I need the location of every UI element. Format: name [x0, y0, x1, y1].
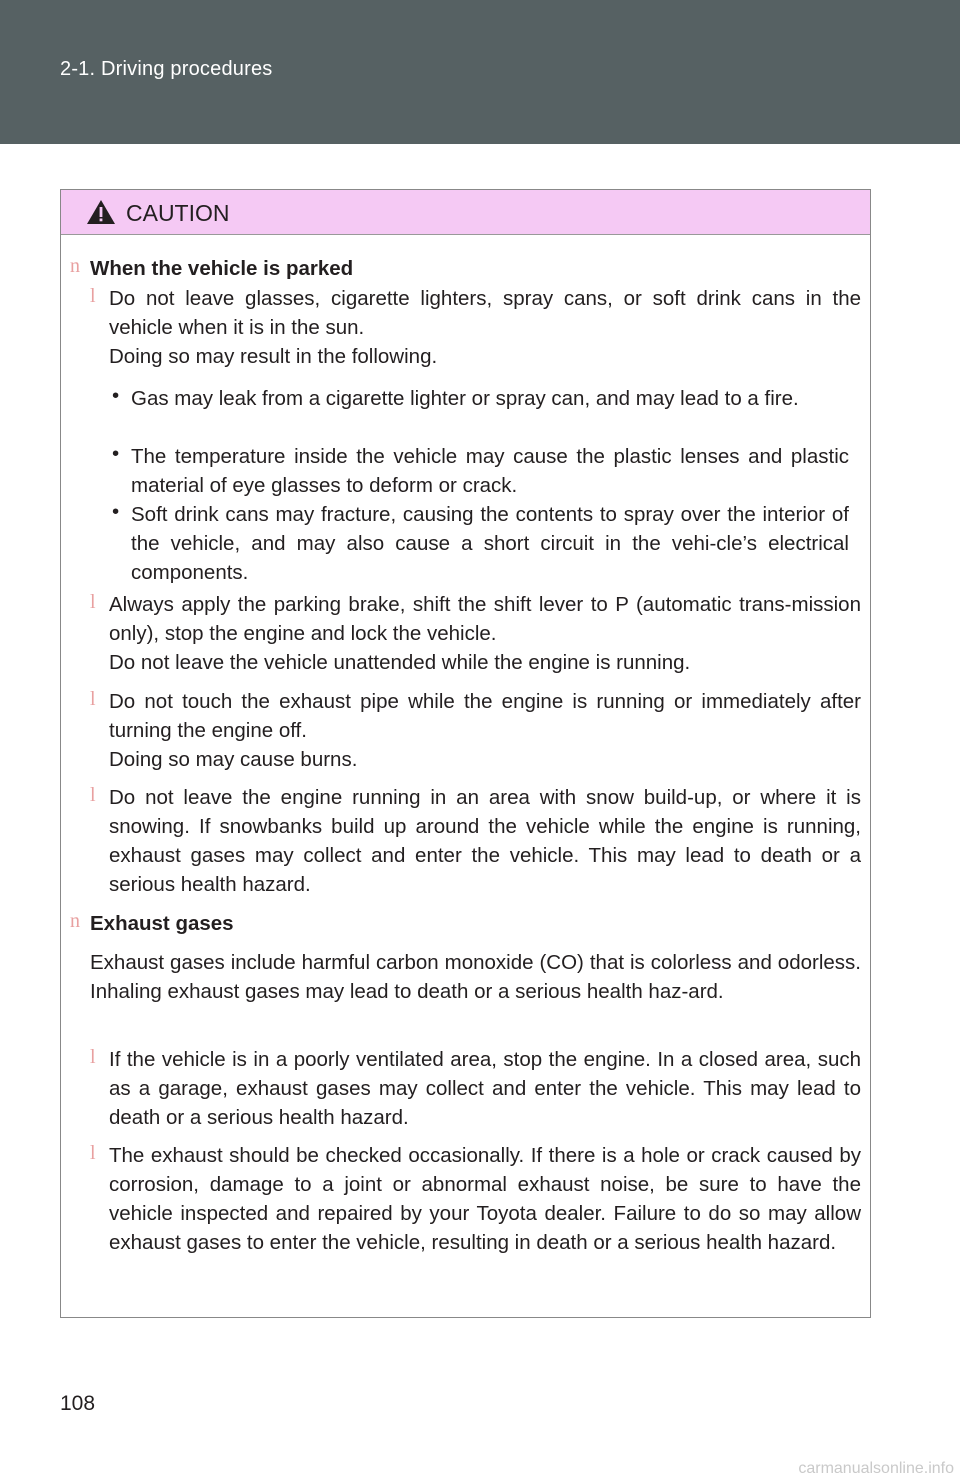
section-title: 2-1. Driving procedures [60, 58, 273, 80]
header-bar [0, 0, 960, 144]
item-marker: l [90, 1142, 96, 1164]
exhaust-intro: Exhaust gases include harmful carbon monoxide (CO) that is colorless and odorless. Inhaling exhaust gases may lead to death or a serious health haz-ard. [90, 951, 861, 1003]
parked-item-2-text: Always apply the parking brake, shift the shift lever to P (automatic trans-mission only), stop the engine and lock the vehicle. [109, 593, 861, 645]
exhaust-item-1-text: If the vehicle is in a poorly ventilated area, stop the engine. In a closed area, such as a garage, exhaust gases may collect and enter the vehicle. This may lead to death or a serious health hazard. [109, 1048, 861, 1129]
parked-item-3-text: Do not touch the exhaust pipe while the engine is running or immediately after turning the engine off. [109, 690, 861, 742]
parked-bullet-2: The temperature inside the vehicle may cause the plastic lenses and plastic material of eye glasses to deform or crack. [131, 445, 849, 497]
caution-label: CAUTION [126, 200, 230, 226]
bullet-marker: • [112, 442, 120, 465]
item-marker: l [90, 1046, 96, 1068]
item-marker: l [90, 285, 96, 307]
caution-box [60, 189, 871, 1318]
parked-item-2-note: Do not leave the vehicle unattended while the engine is running. [109, 651, 691, 674]
item-marker: l [90, 591, 96, 613]
bullet-marker: • [112, 384, 120, 407]
section-heading-parked: When the vehicle is parked [90, 257, 354, 280]
parked-item-1-note: Doing so may result in the following. [109, 345, 438, 368]
section-heading-exhaust: Exhaust gases [90, 912, 234, 935]
item-marker: l [90, 784, 96, 806]
item-marker: l [90, 688, 96, 710]
warning-triangle-icon [86, 199, 116, 225]
page-number: 108 [60, 1392, 96, 1415]
parked-item-1-text: Do not leave glasses, cigarette lighters, spray cans, or soft drink cans in the vehicle when it is in the sun. [109, 287, 861, 339]
section-marker: n [70, 910, 80, 932]
parked-item-4-text: Do not leave the engine running in an area with snow build-up, or where it is snowing. If snowbanks build up around the vehicle while the engine is running, exhaust gases may collect and enter the vehicle. This may lead to death or a serious health hazard. [109, 786, 861, 896]
parked-item-3-note: Doing so may cause burns. [109, 748, 358, 771]
caution-header [61, 190, 870, 235]
section-marker: n [70, 255, 80, 277]
bullet-marker: • [112, 500, 120, 523]
parked-bullet-3: Soft drink cans may fracture, causing the contents to spray over the interior of the vehicle, and may also cause a short circuit in the vehi-cle’s electrical components. [131, 503, 849, 584]
parked-bullet-1: Gas may leak from a cigarette lighter or spray can, and may lead to a fire. [131, 387, 799, 410]
watermark: carmanualsonline.info [798, 1460, 954, 1477]
exhaust-item-2-text: The exhaust should be checked occasionally. If there is a hole or crack caused by corrosion, damage to a joint or abnormal exhaust noise, be sure to have the vehicle inspected and repaired by your Toyota dealer. Failure to do so may allow exhaust gases to enter the vehicle, resulting in death or a serious health hazard. [109, 1144, 861, 1254]
